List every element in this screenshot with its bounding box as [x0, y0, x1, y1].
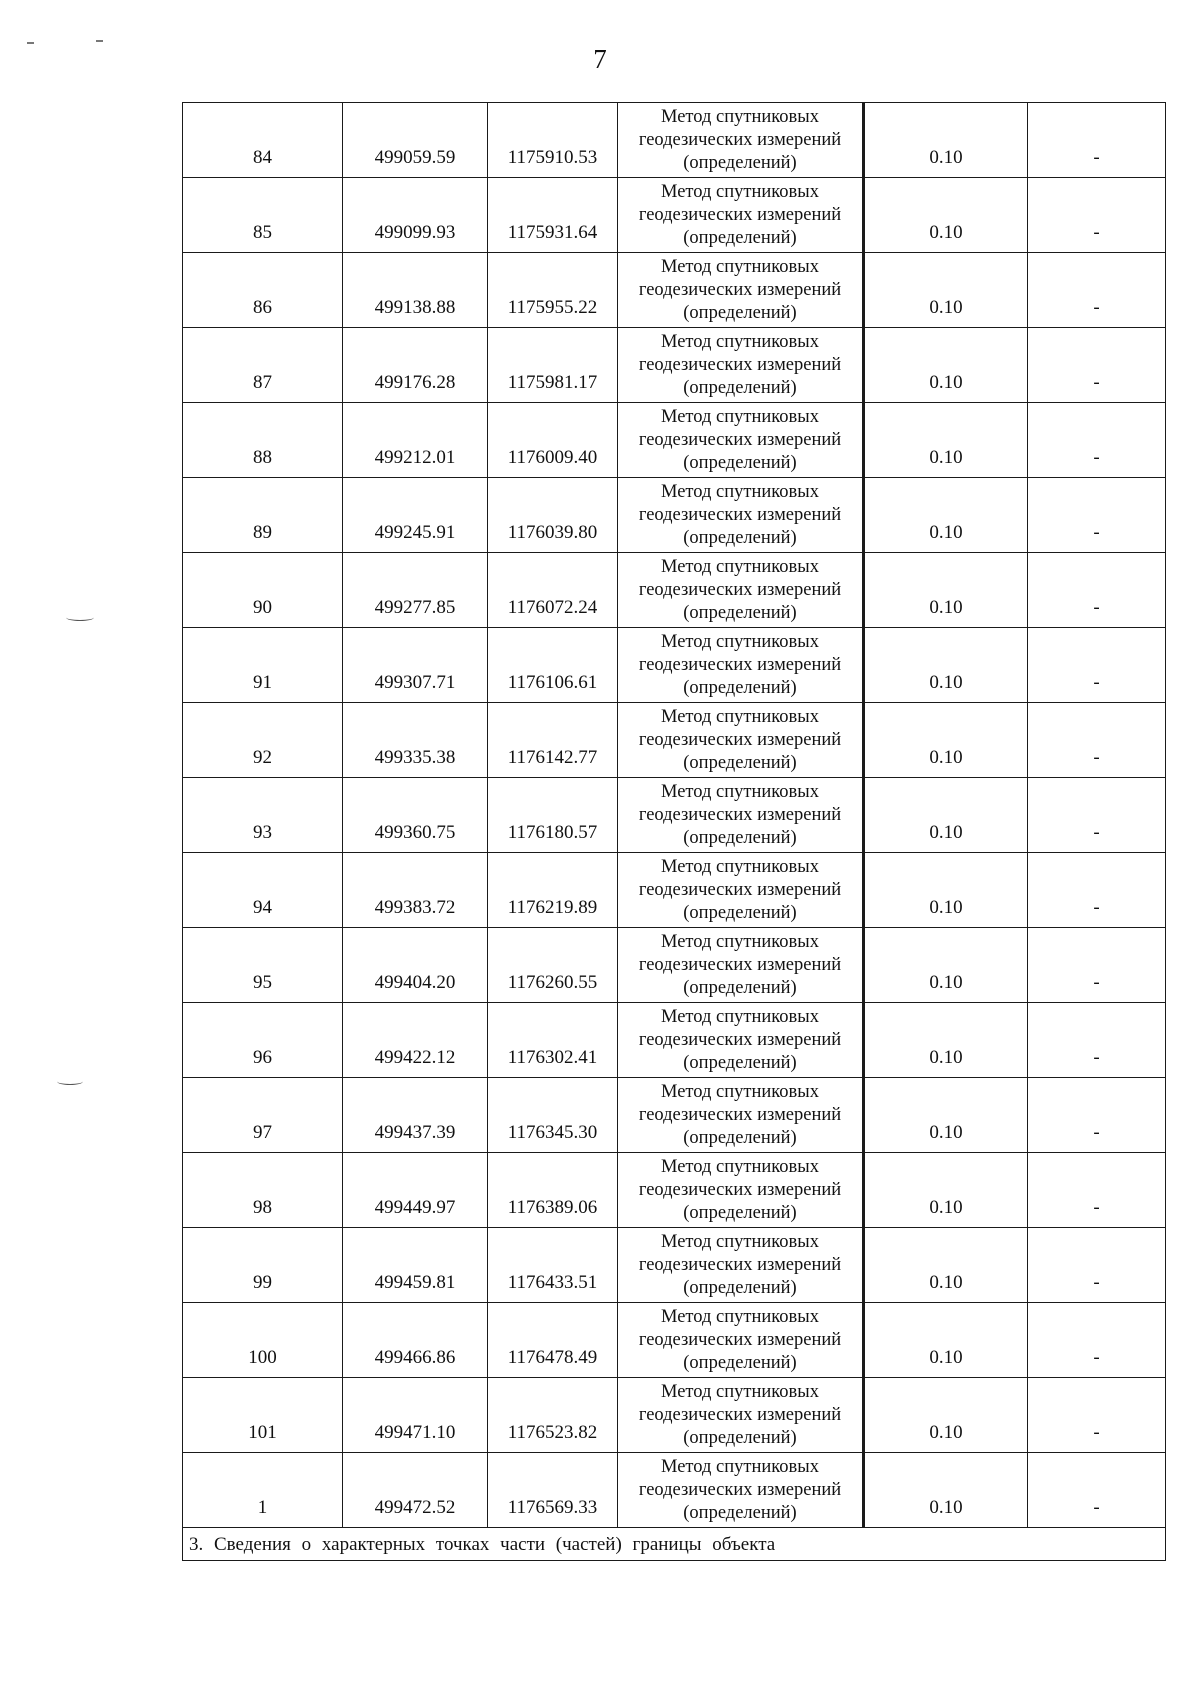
accuracy-value: 0.10 [864, 928, 1028, 1003]
method-line: геодезических измерений [638, 804, 842, 825]
method-line: (определений) [683, 302, 797, 323]
point-number: 95 [183, 928, 343, 1003]
point-number: 98 [183, 1153, 343, 1228]
method-line: геодезических измерений [638, 654, 842, 675]
coordinate-x: 499360.75 [343, 778, 488, 853]
note-value: - [1028, 1228, 1166, 1303]
table-row [183, 1228, 1166, 1303]
accuracy-value: 0.10 [864, 853, 1028, 928]
note-value: - [1028, 553, 1166, 628]
note-value: - [1028, 628, 1166, 703]
note-value: - [1028, 1453, 1166, 1528]
coordinate-x: 499277.85 [343, 553, 488, 628]
table-body [183, 103, 1166, 1561]
method-line: (определений) [683, 452, 797, 473]
table-row [183, 178, 1166, 253]
coordinate-x: 499176.28 [343, 328, 488, 403]
point-number: 90 [183, 553, 343, 628]
table-row [183, 1378, 1166, 1453]
note-value: - [1028, 1003, 1166, 1078]
method-cell [618, 1453, 864, 1528]
coordinate-y: 1176433.51 [488, 1228, 618, 1303]
scan-mark [57, 1078, 83, 1085]
coordinate-x: 499245.91 [343, 478, 488, 553]
coordinate-y: 1176106.61 [488, 628, 618, 703]
method-line: Метод спутниковых [661, 1456, 819, 1477]
coordinate-x: 499138.88 [343, 253, 488, 328]
method-cell [618, 103, 864, 178]
table-row [183, 253, 1166, 328]
method-line: геодезических измерений [638, 1254, 842, 1275]
coordinate-y: 1176219.89 [488, 853, 618, 928]
coordinate-y: 1176142.77 [488, 703, 618, 778]
point-number: 91 [183, 628, 343, 703]
scan-mark [96, 40, 103, 42]
method-line: (определений) [683, 227, 797, 248]
method-cell [618, 403, 864, 478]
method-line: (определений) [683, 1052, 797, 1073]
method-line: (определений) [683, 902, 797, 923]
accuracy-value: 0.10 [864, 478, 1028, 553]
point-number: 92 [183, 703, 343, 778]
note-value: - [1028, 1153, 1166, 1228]
point-number: 85 [183, 178, 343, 253]
table-row [183, 853, 1166, 928]
point-number: 87 [183, 328, 343, 403]
method-line: Метод спутниковых [661, 1381, 819, 1402]
method-line: (определений) [683, 1352, 797, 1373]
accuracy-value: 0.10 [864, 553, 1028, 628]
accuracy-value: 0.10 [864, 703, 1028, 778]
coordinate-x: 499422.12 [343, 1003, 488, 1078]
coordinate-x: 499449.97 [343, 1153, 488, 1228]
accuracy-value: 0.10 [864, 628, 1028, 703]
method-line: геодезических измерений [638, 204, 842, 225]
method-line: геодезических измерений [638, 954, 842, 975]
table-row [183, 403, 1166, 478]
method-cell [618, 628, 864, 703]
table-row [183, 553, 1166, 628]
note-value: - [1028, 703, 1166, 778]
coordinate-y: 1176389.06 [488, 1153, 618, 1228]
accuracy-value: 0.10 [864, 1153, 1028, 1228]
note-value: - [1028, 178, 1166, 253]
table-row [183, 328, 1166, 403]
method-cell [618, 328, 864, 403]
point-number: 100 [183, 1303, 343, 1378]
table-row [183, 778, 1166, 853]
method-line: Метод спутниковых [661, 931, 819, 952]
note-value: - [1028, 1303, 1166, 1378]
point-number: 84 [183, 103, 343, 178]
method-line: (определений) [683, 1202, 797, 1223]
section-heading: 3. Сведения о характерных точках части (частей) границы объекта [183, 1528, 1166, 1561]
coordinate-y: 1176345.30 [488, 1078, 618, 1153]
method-line: (определений) [683, 527, 797, 548]
method-line: (определений) [683, 977, 797, 998]
method-line: геодезических измерений [638, 579, 842, 600]
method-line: геодезических измерений [638, 1404, 842, 1425]
method-cell [618, 1378, 864, 1453]
table-row [183, 478, 1166, 553]
point-number: 86 [183, 253, 343, 328]
note-value: - [1028, 1378, 1166, 1453]
accuracy-value: 0.10 [864, 778, 1028, 853]
method-cell [618, 1003, 864, 1078]
method-cell [618, 253, 864, 328]
method-line: геодезических измерений [638, 129, 842, 150]
accuracy-value: 0.10 [864, 253, 1028, 328]
accuracy-value: 0.10 [864, 403, 1028, 478]
coordinate-x: 499383.72 [343, 853, 488, 928]
table-row [183, 1453, 1166, 1528]
coordinate-x: 499471.10 [343, 1378, 488, 1453]
boundary-points-table [182, 102, 1166, 1561]
method-line: геодезических измерений [638, 729, 842, 750]
method-line: Метод спутниковых [661, 1306, 819, 1327]
coordinate-y: 1176072.24 [488, 553, 618, 628]
method-line: Метод спутниковых [661, 631, 819, 652]
method-cell [618, 853, 864, 928]
coordinate-y: 1175910.53 [488, 103, 618, 178]
method-cell [618, 478, 864, 553]
method-line: Метод спутниковых [661, 706, 819, 727]
point-number: 1 [183, 1453, 343, 1528]
accuracy-value: 0.10 [864, 1453, 1028, 1528]
point-number: 96 [183, 1003, 343, 1078]
method-line: Метод спутниковых [661, 406, 819, 427]
coordinate-x: 499437.39 [343, 1078, 488, 1153]
coordinate-y: 1176569.33 [488, 1453, 618, 1528]
table-row [183, 628, 1166, 703]
table-row [183, 103, 1166, 178]
method-cell [618, 1303, 864, 1378]
note-value: - [1028, 778, 1166, 853]
method-line: геодезических измерений [638, 1179, 842, 1200]
coordinate-x: 499404.20 [343, 928, 488, 1003]
note-value: - [1028, 253, 1166, 328]
method-line: (определений) [683, 602, 797, 623]
method-cell [618, 778, 864, 853]
coordinate-y: 1175931.64 [488, 178, 618, 253]
method-line: (определений) [683, 1502, 797, 1523]
coordinate-y: 1175981.17 [488, 328, 618, 403]
method-line: (определений) [683, 677, 797, 698]
method-cell [618, 928, 864, 1003]
method-line: (определений) [683, 152, 797, 173]
method-cell [618, 553, 864, 628]
note-value: - [1028, 928, 1166, 1003]
accuracy-value: 0.10 [864, 328, 1028, 403]
point-number: 93 [183, 778, 343, 853]
method-line: Метод спутниковых [661, 331, 819, 352]
method-line: (определений) [683, 827, 797, 848]
method-line: Метод спутниковых [661, 1081, 819, 1102]
note-value: - [1028, 103, 1166, 178]
method-line: Метод спутниковых [661, 181, 819, 202]
note-value: - [1028, 403, 1166, 478]
method-line: (определений) [683, 377, 797, 398]
coordinate-y: 1176039.80 [488, 478, 618, 553]
note-value: - [1028, 328, 1166, 403]
note-value: - [1028, 478, 1166, 553]
coordinate-y: 1176180.57 [488, 778, 618, 853]
method-line: Метод спутниковых [661, 481, 819, 502]
point-number: 89 [183, 478, 343, 553]
table-row [183, 703, 1166, 778]
method-line: геодезических измерений [638, 1029, 842, 1050]
method-line: Метод спутниковых [661, 556, 819, 577]
method-line: (определений) [683, 752, 797, 773]
method-line: Метод спутниковых [661, 1231, 819, 1252]
method-line: геодезических измерений [638, 1104, 842, 1125]
method-cell [618, 178, 864, 253]
coordinate-y: 1176478.49 [488, 1303, 618, 1378]
method-line: (определений) [683, 1277, 797, 1298]
method-cell [618, 703, 864, 778]
method-cell [618, 1078, 864, 1153]
coordinate-y: 1176302.41 [488, 1003, 618, 1078]
coordinate-x: 499059.59 [343, 103, 488, 178]
method-line: геодезических измерений [638, 279, 842, 300]
coordinate-y: 1176260.55 [488, 928, 618, 1003]
point-number: 101 [183, 1378, 343, 1453]
accuracy-value: 0.10 [864, 1228, 1028, 1303]
method-line: (определений) [683, 1427, 797, 1448]
table-row [183, 928, 1166, 1003]
scan-mark [66, 614, 94, 621]
coordinate-y: 1175955.22 [488, 253, 618, 328]
point-number: 99 [183, 1228, 343, 1303]
coordinate-x: 499335.38 [343, 703, 488, 778]
accuracy-value: 0.10 [864, 178, 1028, 253]
method-cell [618, 1153, 864, 1228]
accuracy-value: 0.10 [864, 103, 1028, 178]
method-line: геодезических измерений [638, 504, 842, 525]
method-cell [618, 1228, 864, 1303]
method-line: геодезических измерений [638, 1329, 842, 1350]
coordinate-x: 499307.71 [343, 628, 488, 703]
note-value: - [1028, 853, 1166, 928]
method-line: Метод спутниковых [661, 781, 819, 802]
coordinate-x: 499466.86 [343, 1303, 488, 1378]
method-line: Метод спутниковых [661, 1156, 819, 1177]
table-row [183, 1153, 1166, 1228]
method-line: Метод спутниковых [661, 256, 819, 277]
method-line: геодезических измерений [638, 354, 842, 375]
coordinate-y: 1176523.82 [488, 1378, 618, 1453]
note-value: - [1028, 1078, 1166, 1153]
method-line: (определений) [683, 1127, 797, 1148]
coordinate-x: 499472.52 [343, 1453, 488, 1528]
coordinate-y: 1176009.40 [488, 403, 618, 478]
section-heading-row [183, 1528, 1166, 1561]
table-row [183, 1003, 1166, 1078]
accuracy-value: 0.10 [864, 1303, 1028, 1378]
method-line: Метод спутниковых [661, 856, 819, 877]
method-line: Метод спутниковых [661, 106, 819, 127]
method-line: геодезических измерений [638, 1479, 842, 1500]
accuracy-value: 0.10 [864, 1003, 1028, 1078]
method-line: Метод спутниковых [661, 1006, 819, 1027]
point-number: 94 [183, 853, 343, 928]
method-line: геодезических измерений [638, 879, 842, 900]
page-number: 7 [593, 44, 607, 74]
coordinate-x: 499099.93 [343, 178, 488, 253]
accuracy-value: 0.10 [864, 1378, 1028, 1453]
table-row [183, 1078, 1166, 1153]
method-line: геодезических измерений [638, 429, 842, 450]
point-number: 97 [183, 1078, 343, 1153]
coordinate-x: 499212.01 [343, 403, 488, 478]
accuracy-value: 0.10 [864, 1078, 1028, 1153]
table-row [183, 1303, 1166, 1378]
point-number: 88 [183, 403, 343, 478]
coordinate-x: 499459.81 [343, 1228, 488, 1303]
